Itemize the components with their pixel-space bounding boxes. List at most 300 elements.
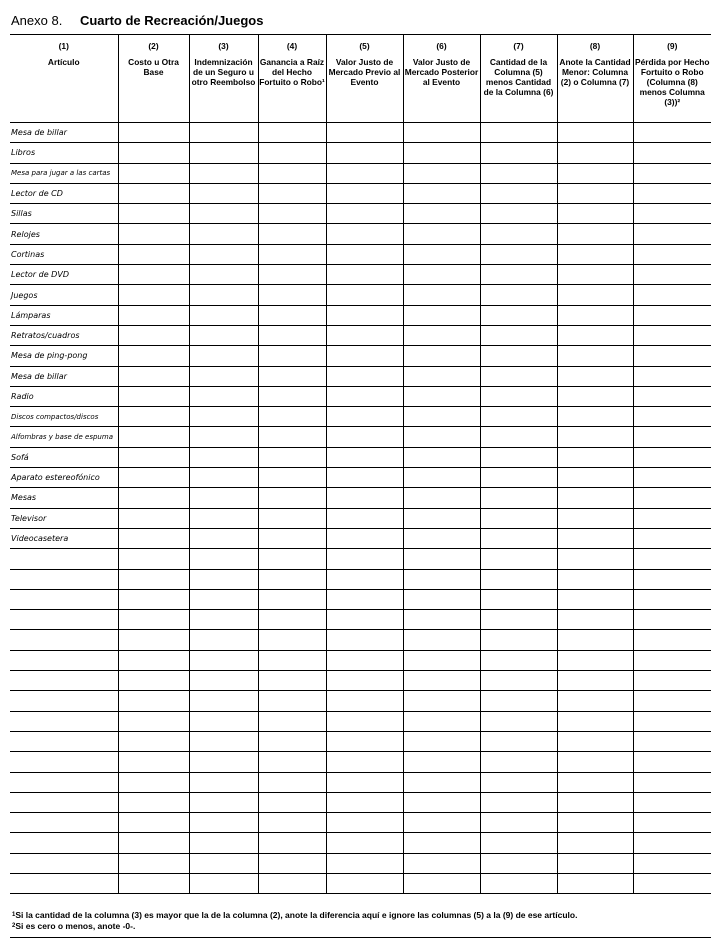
amount-cell[interactable] xyxy=(403,772,480,792)
amount-cell[interactable] xyxy=(557,731,633,751)
amount-cell[interactable] xyxy=(189,650,258,670)
amount-cell[interactable] xyxy=(189,224,258,244)
amount-cell[interactable] xyxy=(118,366,189,386)
amount-cell[interactable] xyxy=(258,711,326,731)
amount-cell[interactable] xyxy=(326,224,403,244)
amount-cell[interactable] xyxy=(557,224,633,244)
amount-cell[interactable] xyxy=(403,163,480,183)
item-name-cell[interactable] xyxy=(10,813,118,833)
amount-cell[interactable] xyxy=(326,265,403,285)
amount-cell[interactable] xyxy=(189,285,258,305)
amount-cell[interactable] xyxy=(557,325,633,345)
amount-cell[interactable] xyxy=(326,833,403,853)
amount-cell[interactable] xyxy=(326,407,403,427)
amount-cell[interactable] xyxy=(189,183,258,203)
amount-cell[interactable] xyxy=(326,731,403,751)
amount-cell[interactable] xyxy=(118,630,189,650)
item-name-cell[interactable]: Retratos/cuadros xyxy=(10,325,118,345)
amount-cell[interactable] xyxy=(557,671,633,691)
item-name-cell[interactable] xyxy=(10,650,118,670)
amount-cell[interactable] xyxy=(480,873,557,893)
item-name-cell[interactable]: Sillas xyxy=(10,204,118,224)
amount-cell[interactable] xyxy=(480,772,557,792)
amount-cell[interactable] xyxy=(118,143,189,163)
amount-cell[interactable] xyxy=(480,731,557,751)
amount-cell[interactable] xyxy=(118,386,189,406)
amount-cell[interactable] xyxy=(403,407,480,427)
amount-cell[interactable] xyxy=(480,285,557,305)
amount-cell[interactable] xyxy=(258,183,326,203)
amount-cell[interactable] xyxy=(189,468,258,488)
item-name-cell[interactable] xyxy=(10,711,118,731)
amount-cell[interactable] xyxy=(633,305,711,325)
amount-cell[interactable] xyxy=(189,488,258,508)
amount-cell[interactable] xyxy=(557,204,633,224)
amount-cell[interactable] xyxy=(557,123,633,143)
amount-cell[interactable] xyxy=(480,204,557,224)
amount-cell[interactable] xyxy=(118,833,189,853)
amount-cell[interactable] xyxy=(403,183,480,203)
item-name-cell[interactable]: Sofá xyxy=(10,447,118,467)
amount-cell[interactable] xyxy=(633,833,711,853)
amount-cell[interactable] xyxy=(633,143,711,163)
amount-cell[interactable] xyxy=(118,671,189,691)
amount-cell[interactable] xyxy=(189,346,258,366)
amount-cell[interactable] xyxy=(480,569,557,589)
amount-cell[interactable] xyxy=(189,386,258,406)
amount-cell[interactable] xyxy=(258,792,326,812)
amount-cell[interactable] xyxy=(633,447,711,467)
amount-cell[interactable] xyxy=(118,528,189,548)
amount-cell[interactable] xyxy=(118,244,189,264)
amount-cell[interactable] xyxy=(480,650,557,670)
amount-cell[interactable] xyxy=(118,772,189,792)
amount-cell[interactable] xyxy=(480,671,557,691)
amount-cell[interactable] xyxy=(326,853,403,873)
amount-cell[interactable] xyxy=(326,792,403,812)
amount-cell[interactable] xyxy=(480,123,557,143)
amount-cell[interactable] xyxy=(326,325,403,345)
amount-cell[interactable] xyxy=(480,508,557,528)
amount-cell[interactable] xyxy=(557,650,633,670)
amount-cell[interactable] xyxy=(118,447,189,467)
amount-cell[interactable] xyxy=(557,853,633,873)
item-name-cell[interactable]: Libros xyxy=(10,143,118,163)
amount-cell[interactable] xyxy=(258,853,326,873)
amount-cell[interactable] xyxy=(403,549,480,569)
amount-cell[interactable] xyxy=(633,610,711,630)
amount-cell[interactable] xyxy=(258,873,326,893)
amount-cell[interactable] xyxy=(326,346,403,366)
amount-cell[interactable] xyxy=(189,813,258,833)
amount-cell[interactable] xyxy=(326,813,403,833)
amount-cell[interactable] xyxy=(326,468,403,488)
amount-cell[interactable] xyxy=(118,813,189,833)
amount-cell[interactable] xyxy=(633,325,711,345)
amount-cell[interactable] xyxy=(480,752,557,772)
amount-cell[interactable] xyxy=(118,752,189,772)
amount-cell[interactable] xyxy=(633,224,711,244)
amount-cell[interactable] xyxy=(633,792,711,812)
amount-cell[interactable] xyxy=(189,204,258,224)
item-name-cell[interactable] xyxy=(10,549,118,569)
amount-cell[interactable] xyxy=(633,204,711,224)
amount-cell[interactable] xyxy=(403,143,480,163)
amount-cell[interactable] xyxy=(403,427,480,447)
amount-cell[interactable] xyxy=(480,792,557,812)
item-name-cell[interactable]: Lámparas xyxy=(10,305,118,325)
amount-cell[interactable] xyxy=(189,752,258,772)
amount-cell[interactable] xyxy=(557,792,633,812)
amount-cell[interactable] xyxy=(189,731,258,751)
amount-cell[interactable] xyxy=(326,752,403,772)
amount-cell[interactable] xyxy=(118,346,189,366)
amount-cell[interactable] xyxy=(258,610,326,630)
item-name-cell[interactable] xyxy=(10,792,118,812)
item-name-cell[interactable]: Discos compactos/discos xyxy=(10,407,118,427)
amount-cell[interactable] xyxy=(480,528,557,548)
amount-cell[interactable] xyxy=(326,427,403,447)
item-name-cell[interactable] xyxy=(10,589,118,609)
amount-cell[interactable] xyxy=(189,569,258,589)
amount-cell[interactable] xyxy=(633,813,711,833)
item-name-cell[interactable]: Videocasetera xyxy=(10,528,118,548)
amount-cell[interactable] xyxy=(633,427,711,447)
amount-cell[interactable] xyxy=(118,792,189,812)
amount-cell[interactable] xyxy=(480,224,557,244)
amount-cell[interactable] xyxy=(480,468,557,488)
amount-cell[interactable] xyxy=(118,508,189,528)
amount-cell[interactable] xyxy=(403,366,480,386)
amount-cell[interactable] xyxy=(557,528,633,548)
amount-cell[interactable] xyxy=(189,427,258,447)
amount-cell[interactable] xyxy=(189,610,258,630)
amount-cell[interactable] xyxy=(258,589,326,609)
amount-cell[interactable] xyxy=(633,752,711,772)
amount-cell[interactable] xyxy=(633,671,711,691)
amount-cell[interactable] xyxy=(118,285,189,305)
amount-cell[interactable] xyxy=(403,853,480,873)
amount-cell[interactable] xyxy=(258,630,326,650)
amount-cell[interactable] xyxy=(258,204,326,224)
amount-cell[interactable] xyxy=(118,488,189,508)
amount-cell[interactable] xyxy=(480,447,557,467)
amount-cell[interactable] xyxy=(403,610,480,630)
amount-cell[interactable] xyxy=(403,589,480,609)
amount-cell[interactable] xyxy=(189,508,258,528)
amount-cell[interactable] xyxy=(403,792,480,812)
amount-cell[interactable] xyxy=(118,873,189,893)
amount-cell[interactable] xyxy=(189,589,258,609)
item-name-cell[interactable]: Televisor xyxy=(10,508,118,528)
amount-cell[interactable] xyxy=(326,691,403,711)
amount-cell[interactable] xyxy=(480,691,557,711)
amount-cell[interactable] xyxy=(633,549,711,569)
amount-cell[interactable] xyxy=(403,468,480,488)
amount-cell[interactable] xyxy=(258,265,326,285)
item-name-cell[interactable]: Mesas xyxy=(10,488,118,508)
amount-cell[interactable] xyxy=(326,589,403,609)
amount-cell[interactable] xyxy=(403,224,480,244)
amount-cell[interactable] xyxy=(557,873,633,893)
amount-cell[interactable] xyxy=(403,204,480,224)
item-name-cell[interactable] xyxy=(10,569,118,589)
amount-cell[interactable] xyxy=(403,265,480,285)
amount-cell[interactable] xyxy=(557,691,633,711)
amount-cell[interactable] xyxy=(557,183,633,203)
item-name-cell[interactable]: Cortinas xyxy=(10,244,118,264)
amount-cell[interactable] xyxy=(557,305,633,325)
amount-cell[interactable] xyxy=(189,143,258,163)
item-name-cell[interactable] xyxy=(10,630,118,650)
amount-cell[interactable] xyxy=(326,488,403,508)
amount-cell[interactable] xyxy=(480,549,557,569)
amount-cell[interactable] xyxy=(633,183,711,203)
amount-cell[interactable] xyxy=(403,873,480,893)
amount-cell[interactable] xyxy=(403,325,480,345)
amount-cell[interactable] xyxy=(403,386,480,406)
amount-cell[interactable] xyxy=(403,752,480,772)
item-name-cell[interactable]: Mesa de billar xyxy=(10,123,118,143)
amount-cell[interactable] xyxy=(326,386,403,406)
amount-cell[interactable] xyxy=(633,488,711,508)
amount-cell[interactable] xyxy=(557,244,633,264)
item-name-cell[interactable]: Radio xyxy=(10,386,118,406)
amount-cell[interactable] xyxy=(189,711,258,731)
item-name-cell[interactable]: Juegos xyxy=(10,285,118,305)
amount-cell[interactable] xyxy=(326,873,403,893)
amount-cell[interactable] xyxy=(403,528,480,548)
item-name-cell[interactable]: Lector de CD xyxy=(10,183,118,203)
amount-cell[interactable] xyxy=(189,163,258,183)
amount-cell[interactable] xyxy=(403,285,480,305)
amount-cell[interactable] xyxy=(557,630,633,650)
amount-cell[interactable] xyxy=(557,163,633,183)
amount-cell[interactable] xyxy=(258,244,326,264)
amount-cell[interactable] xyxy=(258,650,326,670)
amount-cell[interactable] xyxy=(480,407,557,427)
amount-cell[interactable] xyxy=(118,427,189,447)
amount-cell[interactable] xyxy=(258,143,326,163)
amount-cell[interactable] xyxy=(189,366,258,386)
amount-cell[interactable] xyxy=(403,346,480,366)
amount-cell[interactable] xyxy=(258,305,326,325)
amount-cell[interactable] xyxy=(403,244,480,264)
amount-cell[interactable] xyxy=(118,589,189,609)
amount-cell[interactable] xyxy=(258,468,326,488)
amount-cell[interactable] xyxy=(557,346,633,366)
amount-cell[interactable] xyxy=(480,244,557,264)
amount-cell[interactable] xyxy=(403,447,480,467)
amount-cell[interactable] xyxy=(326,163,403,183)
amount-cell[interactable] xyxy=(189,772,258,792)
amount-cell[interactable] xyxy=(118,204,189,224)
amount-cell[interactable] xyxy=(557,427,633,447)
amount-cell[interactable] xyxy=(557,610,633,630)
amount-cell[interactable] xyxy=(557,772,633,792)
amount-cell[interactable] xyxy=(480,265,557,285)
amount-cell[interactable] xyxy=(633,244,711,264)
amount-cell[interactable] xyxy=(633,346,711,366)
amount-cell[interactable] xyxy=(258,528,326,548)
amount-cell[interactable] xyxy=(633,265,711,285)
amount-cell[interactable] xyxy=(403,508,480,528)
item-name-cell[interactable] xyxy=(10,833,118,853)
amount-cell[interactable] xyxy=(557,285,633,305)
amount-cell[interactable] xyxy=(480,589,557,609)
amount-cell[interactable] xyxy=(118,711,189,731)
amount-cell[interactable] xyxy=(480,488,557,508)
amount-cell[interactable] xyxy=(258,813,326,833)
amount-cell[interactable] xyxy=(326,447,403,467)
amount-cell[interactable] xyxy=(326,671,403,691)
item-name-cell[interactable] xyxy=(10,772,118,792)
amount-cell[interactable] xyxy=(557,589,633,609)
item-name-cell[interactable] xyxy=(10,671,118,691)
item-name-cell[interactable]: Relojes xyxy=(10,224,118,244)
amount-cell[interactable] xyxy=(633,163,711,183)
amount-cell[interactable] xyxy=(258,123,326,143)
amount-cell[interactable] xyxy=(326,204,403,224)
amount-cell[interactable] xyxy=(118,163,189,183)
amount-cell[interactable] xyxy=(258,366,326,386)
amount-cell[interactable] xyxy=(326,123,403,143)
amount-cell[interactable] xyxy=(326,630,403,650)
amount-cell[interactable] xyxy=(118,731,189,751)
amount-cell[interactable] xyxy=(189,873,258,893)
amount-cell[interactable] xyxy=(189,549,258,569)
amount-cell[interactable] xyxy=(189,265,258,285)
amount-cell[interactable] xyxy=(480,711,557,731)
amount-cell[interactable] xyxy=(633,853,711,873)
amount-cell[interactable] xyxy=(480,366,557,386)
amount-cell[interactable] xyxy=(189,123,258,143)
amount-cell[interactable] xyxy=(118,468,189,488)
item-name-cell[interactable]: Mesa de billar xyxy=(10,366,118,386)
amount-cell[interactable] xyxy=(326,772,403,792)
amount-cell[interactable] xyxy=(189,325,258,345)
amount-cell[interactable] xyxy=(189,630,258,650)
amount-cell[interactable] xyxy=(480,813,557,833)
amount-cell[interactable] xyxy=(326,528,403,548)
amount-cell[interactable] xyxy=(118,265,189,285)
item-name-cell[interactable] xyxy=(10,731,118,751)
amount-cell[interactable] xyxy=(557,833,633,853)
amount-cell[interactable] xyxy=(258,325,326,345)
item-name-cell[interactable]: Aparato estereofónico xyxy=(10,468,118,488)
amount-cell[interactable] xyxy=(480,143,557,163)
amount-cell[interactable] xyxy=(403,123,480,143)
amount-cell[interactable] xyxy=(403,650,480,670)
amount-cell[interactable] xyxy=(258,549,326,569)
amount-cell[interactable] xyxy=(258,671,326,691)
amount-cell[interactable] xyxy=(633,731,711,751)
amount-cell[interactable] xyxy=(258,752,326,772)
amount-cell[interactable] xyxy=(557,752,633,772)
amount-cell[interactable] xyxy=(326,711,403,731)
amount-cell[interactable] xyxy=(403,813,480,833)
amount-cell[interactable] xyxy=(480,183,557,203)
amount-cell[interactable] xyxy=(118,650,189,670)
amount-cell[interactable] xyxy=(118,407,189,427)
amount-cell[interactable] xyxy=(258,569,326,589)
item-name-cell[interactable]: Lector de DVD xyxy=(10,265,118,285)
item-name-cell[interactable] xyxy=(10,853,118,873)
item-name-cell[interactable]: Mesa de ping-pong xyxy=(10,346,118,366)
amount-cell[interactable] xyxy=(633,468,711,488)
amount-cell[interactable] xyxy=(633,528,711,548)
amount-cell[interactable] xyxy=(403,833,480,853)
amount-cell[interactable] xyxy=(403,305,480,325)
item-name-cell[interactable] xyxy=(10,610,118,630)
amount-cell[interactable] xyxy=(189,691,258,711)
amount-cell[interactable] xyxy=(258,508,326,528)
amount-cell[interactable] xyxy=(118,325,189,345)
amount-cell[interactable] xyxy=(118,691,189,711)
amount-cell[interactable] xyxy=(189,792,258,812)
amount-cell[interactable] xyxy=(633,569,711,589)
amount-cell[interactable] xyxy=(326,610,403,630)
amount-cell[interactable] xyxy=(118,224,189,244)
amount-cell[interactable] xyxy=(326,285,403,305)
amount-cell[interactable] xyxy=(258,163,326,183)
amount-cell[interactable] xyxy=(326,508,403,528)
amount-cell[interactable] xyxy=(480,833,557,853)
amount-cell[interactable] xyxy=(258,224,326,244)
amount-cell[interactable] xyxy=(633,386,711,406)
amount-cell[interactable] xyxy=(633,650,711,670)
amount-cell[interactable] xyxy=(189,833,258,853)
item-name-cell[interactable]: Alfombras y base de espuma xyxy=(10,427,118,447)
amount-cell[interactable] xyxy=(633,711,711,731)
amount-cell[interactable] xyxy=(557,447,633,467)
amount-cell[interactable] xyxy=(557,549,633,569)
amount-cell[interactable] xyxy=(557,407,633,427)
amount-cell[interactable] xyxy=(633,691,711,711)
amount-cell[interactable] xyxy=(480,305,557,325)
amount-cell[interactable] xyxy=(326,305,403,325)
amount-cell[interactable] xyxy=(118,853,189,873)
amount-cell[interactable] xyxy=(557,386,633,406)
amount-cell[interactable] xyxy=(557,366,633,386)
amount-cell[interactable] xyxy=(633,366,711,386)
amount-cell[interactable] xyxy=(403,691,480,711)
amount-cell[interactable] xyxy=(633,873,711,893)
amount-cell[interactable] xyxy=(189,305,258,325)
amount-cell[interactable] xyxy=(633,630,711,650)
amount-cell[interactable] xyxy=(480,386,557,406)
amount-cell[interactable] xyxy=(403,488,480,508)
amount-cell[interactable] xyxy=(326,366,403,386)
amount-cell[interactable] xyxy=(118,305,189,325)
amount-cell[interactable] xyxy=(118,549,189,569)
amount-cell[interactable] xyxy=(326,549,403,569)
amount-cell[interactable] xyxy=(258,731,326,751)
amount-cell[interactable] xyxy=(480,853,557,873)
amount-cell[interactable] xyxy=(633,772,711,792)
amount-cell[interactable] xyxy=(189,671,258,691)
amount-cell[interactable] xyxy=(480,427,557,447)
amount-cell[interactable] xyxy=(480,163,557,183)
amount-cell[interactable] xyxy=(326,244,403,264)
amount-cell[interactable] xyxy=(403,731,480,751)
amount-cell[interactable] xyxy=(326,143,403,163)
amount-cell[interactable] xyxy=(189,407,258,427)
amount-cell[interactable] xyxy=(189,853,258,873)
amount-cell[interactable] xyxy=(403,671,480,691)
amount-cell[interactable] xyxy=(403,569,480,589)
item-name-cell[interactable] xyxy=(10,873,118,893)
